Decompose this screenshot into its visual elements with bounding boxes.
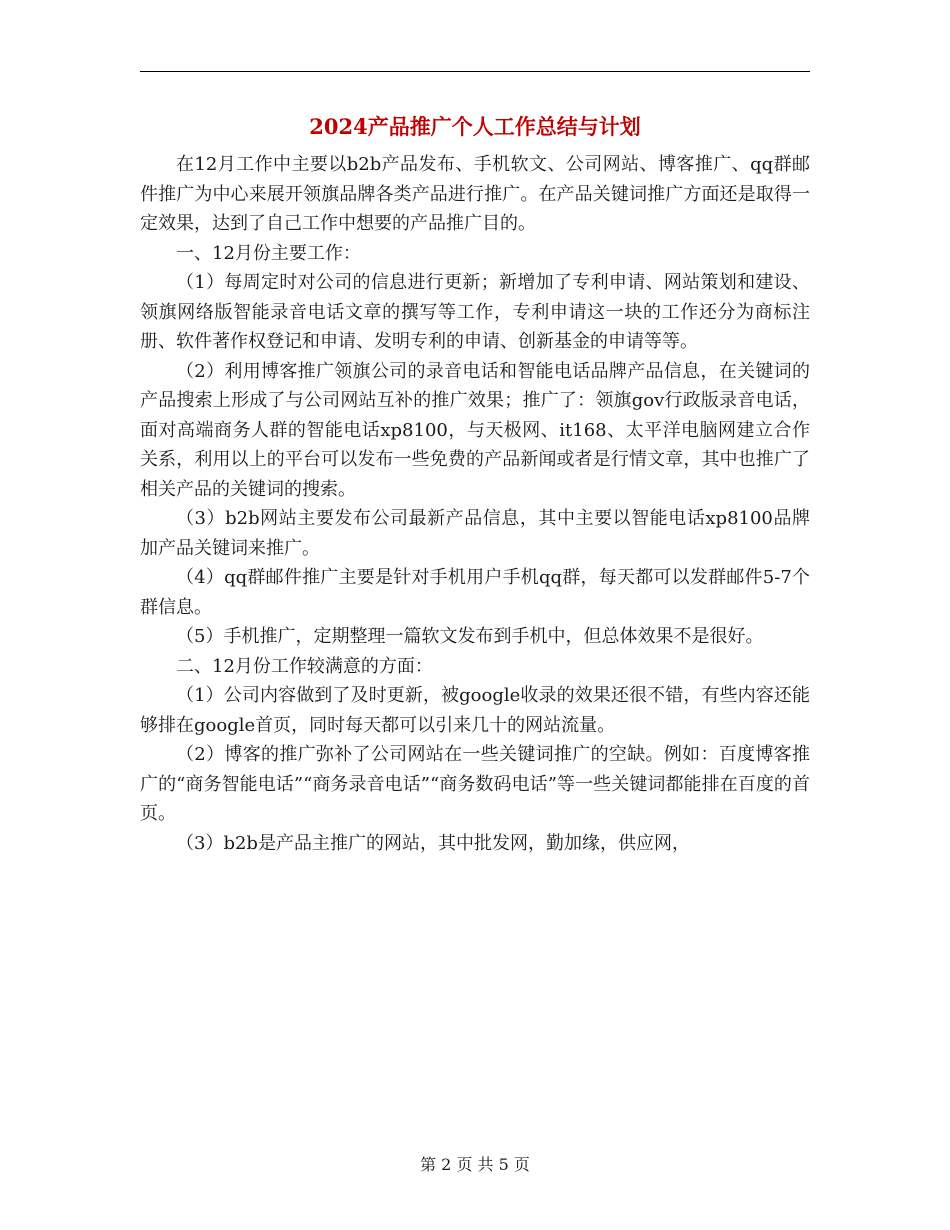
body-paragraph-1-5: （5）手机推广，定期整理一篇软文发布到手机中，但总体效果不是很好。 [176, 626, 764, 647]
body-paragraph-1-3: （3）b2b网站主要发布公司最新产品信息，其中主要以智能电话xp8100品牌加产品关键词来推广。 [140, 508, 810, 559]
body-paragraph-1-2: （2）利用博客推广领旗公司的录音电话和智能电话品牌产品信息，在关键词的产品搜索上形成了与公司网站互补的推广效果；推广了：领旗gov行政版录音电话，面对高端商务人群的智能电话xp8100，与天极网、it168、太平洋电脑网建立合作关系，利用以上的平台可以发布一些免费的产品新闻或者是行情文章，其中也推广了相关产品的关键词的搜索。 [140, 360, 810, 500]
body-paragraph-1-1: （1）每周定时对公司的信息进行更新；新增加了专利申请、网站策划和建设、领旗网络版智能录音电话文章的撰写等工作，专利申请这一块的工作还分为商标注册、软件著作权登记和申请、发明专利的申请、创新基金的申请等等。 [140, 272, 810, 352]
section-heading-1: 一、12月份主要工作： [176, 242, 361, 264]
document-title: 2024产品推广个人工作总结与计划 [309, 114, 641, 139]
body-paragraph-2-3: （3）b2b是产品主推广的网站，其中批发网，勤加缘，供应网， [176, 832, 690, 854]
body-paragraph-2-1: （1）公司内容做到了及时更新，被google收录的效果还很不错，有些内容还能够排在google首页，同时每天都可以引来几十的网站流量。 [140, 685, 810, 736]
header-rule [140, 71, 810, 72]
document-body [140, 150, 810, 858]
body-paragraph-1-4: （4）qq群邮件推广主要是针对手机用户手机qq群，每天都可以发群邮件5-7个群信息。 [140, 567, 810, 618]
section-heading-2: 二、12月份工作较满意的方面： [176, 655, 433, 677]
body-paragraph-2-2: （2）博客的推广弥补了公司网站在一些关键词推广的空缺。例如：百度博客推广的“商务智能电话”“商务录音电话”“商务数码电话”等一些关键词都能排在百度的首页。 [140, 744, 810, 824]
page-footer: 第 2 页 共 5 页 [420, 1155, 530, 1174]
body-paragraph-intro: 在12月工作中主要以b2b产品发布、手机软文、公司网站、博客推广、qq群邮件推广为中心来展开领旗品牌各类产品进行推广。在产品关键词推广方面还是取得一定效果，达到了自己工作中想要的产品推广目的。 [140, 154, 810, 234]
